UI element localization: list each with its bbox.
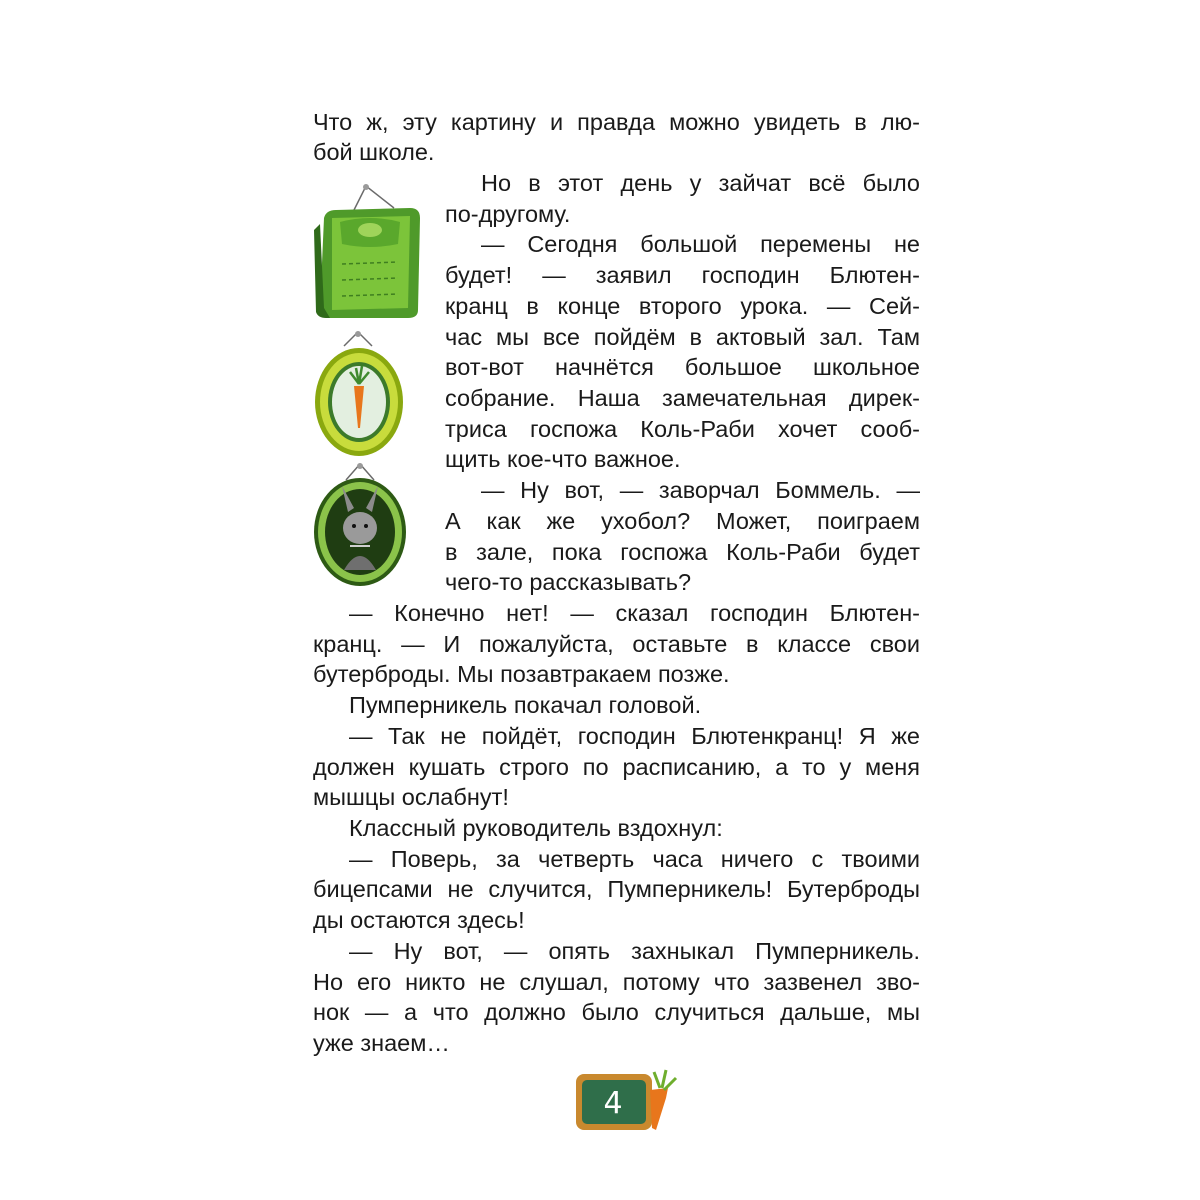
text-line-19: бутерброды. Мы позавтракаем позже. bbox=[313, 661, 730, 687]
text-line-1: Что ж, эту картину и правда можно увидеть в лю- bbox=[313, 109, 920, 135]
text-line-23: мышцы ослабнут! bbox=[313, 784, 509, 810]
text-line-28: — Ну вот, — опять захныкал Пумперникель. bbox=[349, 938, 920, 964]
text-line-14: А как же ухобол? Может, поиграем bbox=[445, 508, 920, 534]
text-line-8: час мы все пойдём в актовый зал. Там bbox=[445, 324, 920, 350]
text-line-30: нок — а что должно было случиться дальше, мы bbox=[313, 999, 920, 1025]
text-line-7: кранц в конце второго урока. — Сей- bbox=[445, 293, 920, 319]
text-line-15: в зале, пока госпожа Коль-Раби будет bbox=[445, 539, 920, 565]
text-line-16: чего-то рассказывать? bbox=[445, 569, 692, 595]
text-line-12: щить кое-что важное. bbox=[445, 446, 681, 472]
text-line-26: бицепсами не случится, Пумперникель! Бутерброды bbox=[313, 876, 920, 902]
text-line-27: ды остаются здесь! bbox=[313, 907, 525, 933]
text-line-22: должен кушать строго по расписанию, а то у меня bbox=[313, 754, 920, 780]
text-line-24: Классный руководитель вздохнул: bbox=[349, 815, 723, 841]
text-line-4: по-другому. bbox=[445, 201, 571, 227]
text-line-2: бой школе. bbox=[313, 139, 435, 165]
text-line-13: — Ну вот, — заворчал Боммель. — bbox=[481, 477, 920, 503]
text-line-18: кранц. — И пожалуйста, оставьте в классе свои bbox=[313, 631, 920, 657]
text-line-5: — Сегодня большой перемены не bbox=[481, 231, 920, 257]
text-line-17: — Конечно нет! — сказал господин Блютен- bbox=[349, 600, 920, 626]
text-line-29: Но его никто не слушал, потому что зазвенел зво- bbox=[313, 969, 920, 995]
text-line-10: собрание. Наша замечательная дирек- bbox=[445, 385, 920, 411]
text-line-20: Пумперникель покачал головой. bbox=[349, 692, 702, 718]
carrot-portrait-illustration bbox=[312, 330, 408, 460]
text-line-9: вот-вот начнётся большое школьное bbox=[445, 354, 920, 380]
rabbit-portrait-illustration bbox=[310, 462, 410, 590]
text-line-21: — Так не пойдёт, господин Блютенкранц! Я же bbox=[349, 723, 920, 749]
schoolbag-illustration bbox=[310, 180, 428, 320]
page-number: 4 bbox=[603, 1085, 623, 1121]
text-line-11: триса госпожа Коль-Раби хочет сооб- bbox=[445, 416, 920, 442]
text-line-25: — Поверь, за четверть часа ничего с твоими bbox=[349, 846, 920, 872]
text-line-3: Но в этот день у зайчат всё было bbox=[481, 170, 920, 196]
text-line-6: будет! — заявил господин Блютен- bbox=[445, 262, 920, 288]
text-line-31: уже знаем… bbox=[313, 1030, 450, 1056]
